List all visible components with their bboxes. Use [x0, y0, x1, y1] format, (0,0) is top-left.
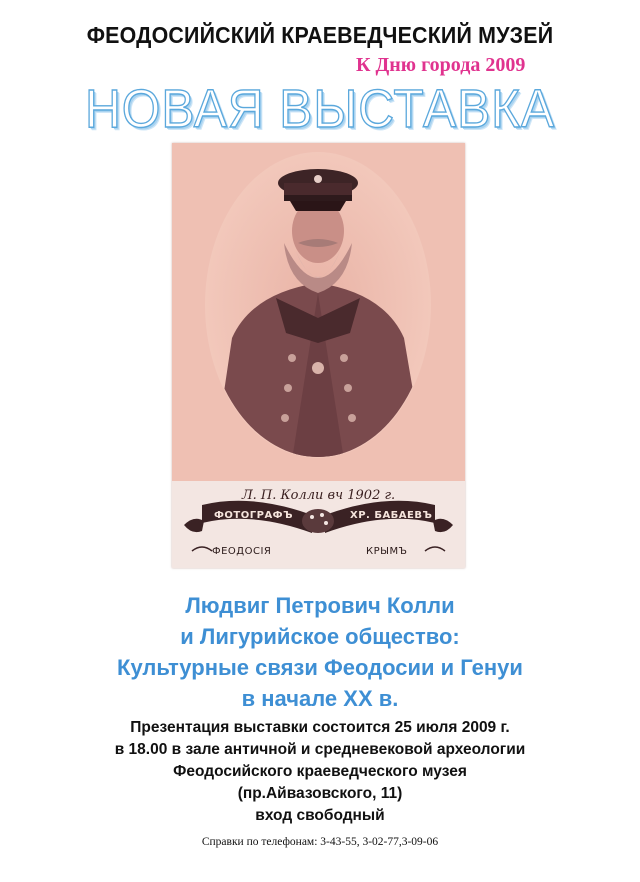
subtitle-line: Культурные связи Феодосии и Генуи — [117, 655, 523, 680]
subtitle-line: Людвиг Петрович Колли — [185, 593, 455, 618]
info-line: вход свободный — [255, 807, 385, 824]
studio-city-right: КРЫМЪ — [366, 546, 408, 557]
event-details — [0, 717, 640, 827]
photo-inscription: Л. П. Колли вч 1902 г. — [241, 488, 396, 503]
portrait-photo — [172, 143, 465, 568]
info-line: (пр.Айвазовского, 11) — [237, 785, 403, 802]
info-line: Феодосийского краеведческого музея — [173, 763, 467, 780]
occasion-text: К Дню города 2009 — [356, 54, 526, 76]
museum-name: ФЕОДОСИЙСКИЙ КРАЕВЕДЧЕСКИЙ МУЗЕЙ — [86, 22, 554, 48]
exhibition-title: НОВАЯ ВЫСТАВКА — [84, 79, 556, 139]
info-line: в 18.00 в зале античной и средневековой археологии — [114, 741, 526, 758]
exhibition-subtitle — [0, 590, 640, 714]
studio-city-left: ФЕОДОСІЯ — [212, 546, 272, 557]
info-line: Презентация выставки состоится 25 июля 2009 г. — [130, 719, 510, 736]
studio-label-right: ХР. БАБАЕВЪ — [350, 510, 433, 521]
contact-phones: Справки по телефонам: 3-43-55, 3-02-77,3-09-06 — [201, 836, 439, 848]
portrait-illustration — [172, 143, 465, 568]
subtitle-line: и Лигурийское общество: — [180, 624, 460, 649]
studio-label-left: ФОТОГРАФЪ — [214, 510, 293, 521]
subtitle-line: в начале XX в. — [241, 686, 399, 711]
